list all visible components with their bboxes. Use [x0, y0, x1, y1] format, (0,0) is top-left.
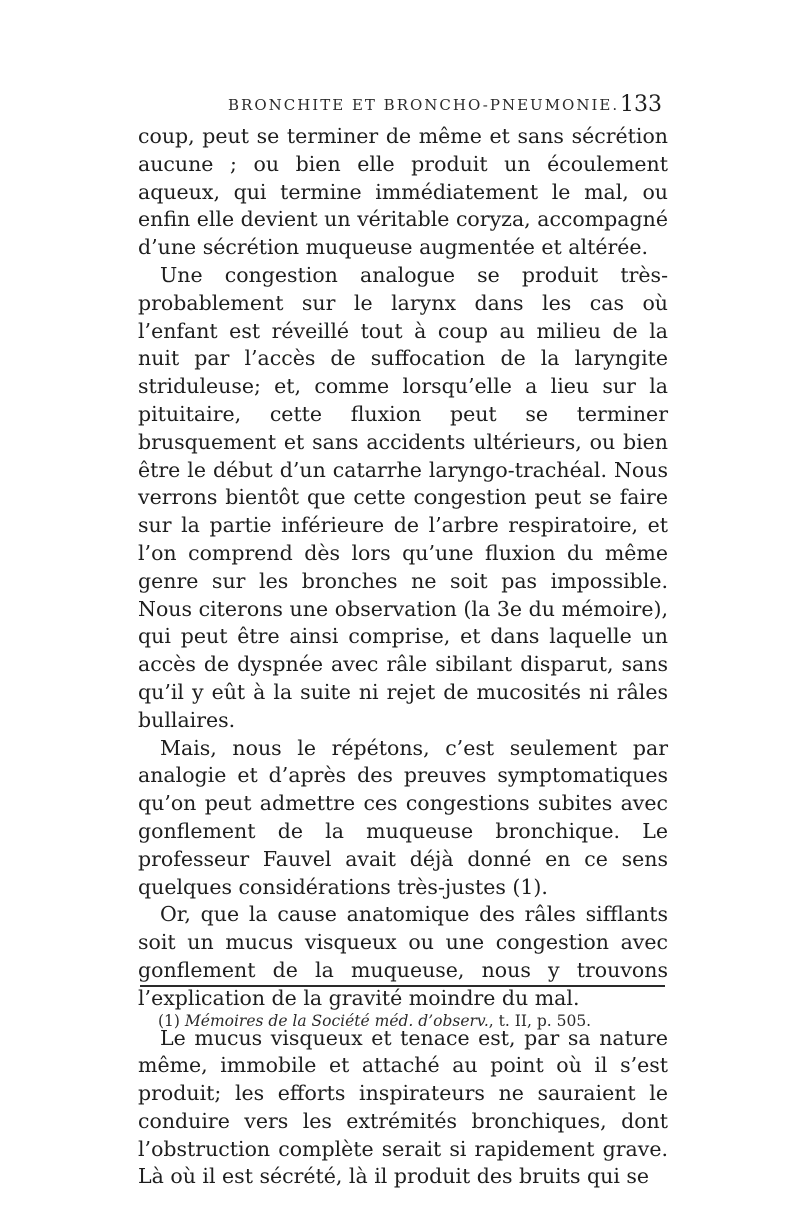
paragraph-3: Mais, nous le répétons, c’est seulement par analogie et d’après des preuves symptomatiques qu’on peut admettre ces congestions subites avec gonflement de la muqueuse bronchique. Le professeur Fauvel avait déjà donné en ce sens quelques considérations très-justes (1).: [138, 735, 668, 899]
body-text: [138, 123, 668, 1191]
running-head: BRONCHITE ET BRONCHO-PNEUMONIE.: [228, 96, 620, 114]
paragraph-5: Le mucus visqueux et tenace est, par sa nature même, immobile et attaché au point où il s’est produit; les efforts inspirateurs ne sauraient le conduire vers les extrémités bronchiques, dont l’obstruction complète serait si rapidement grave. Là où il est sécrété, là il produit des bruits qui se: [138, 1025, 668, 1189]
paragraph-4: Or, que la cause anatomique des râles sifflants soit un mucus visqueux ou une congestion avec gonflement de la muqueuse, nous y trouvons l’explication de la gravité moindre du mal.: [138, 902, 668, 1010]
page-number: 133: [620, 92, 662, 117]
footnote-details: , t. II, p. 505.: [488, 1012, 592, 1030]
paragraph-1: coup, peut se terminer de même et sans sécrétion aucune ; ou bien elle produit un écoulement aqueux, qui termine immédiatement le mal, ou enfin elle devient un véritable coryza, accompagné d’une sécrétion muqueuse augmentée et altérée.: [138, 124, 668, 260]
footnote-title: Mémoires de la Société méd. d’observ.: [184, 1012, 489, 1030]
footnote-marker: (1): [158, 1012, 180, 1030]
footnote: [158, 1012, 628, 1030]
footnote-divider: [140, 985, 665, 987]
paragraph-2: Une congestion analogue se produit très-probablement sur le larynx dans les cas où l’enfant est réveillé tout à coup au milieu de la nuit par l’accès de suffocation de la laryngite striduleuse; et, comme lorsqu’elle a lieu sur la pituitaire, cette fluxion peut se terminer brusquement et sans accidents ultérieurs, ou bien être le début d’un catarrhe laryngo-trachéal. Nous verrons bientôt que cette congestion peut se faire sur la partie inférieure de l’arbre respiratoire, et l’on comprend dès lors qu’une fluxion du même genre sur les bronches ne soit pas impossible. Nous citerons une observation (la 3e du mémoire), qui peut être ainsi comprise, et dans laquelle un accès de dyspnée avec râle sibilant disparut, sans qu’il y eût à la suite ni rejet de mucosités ni râles bullaires.: [138, 262, 668, 732]
